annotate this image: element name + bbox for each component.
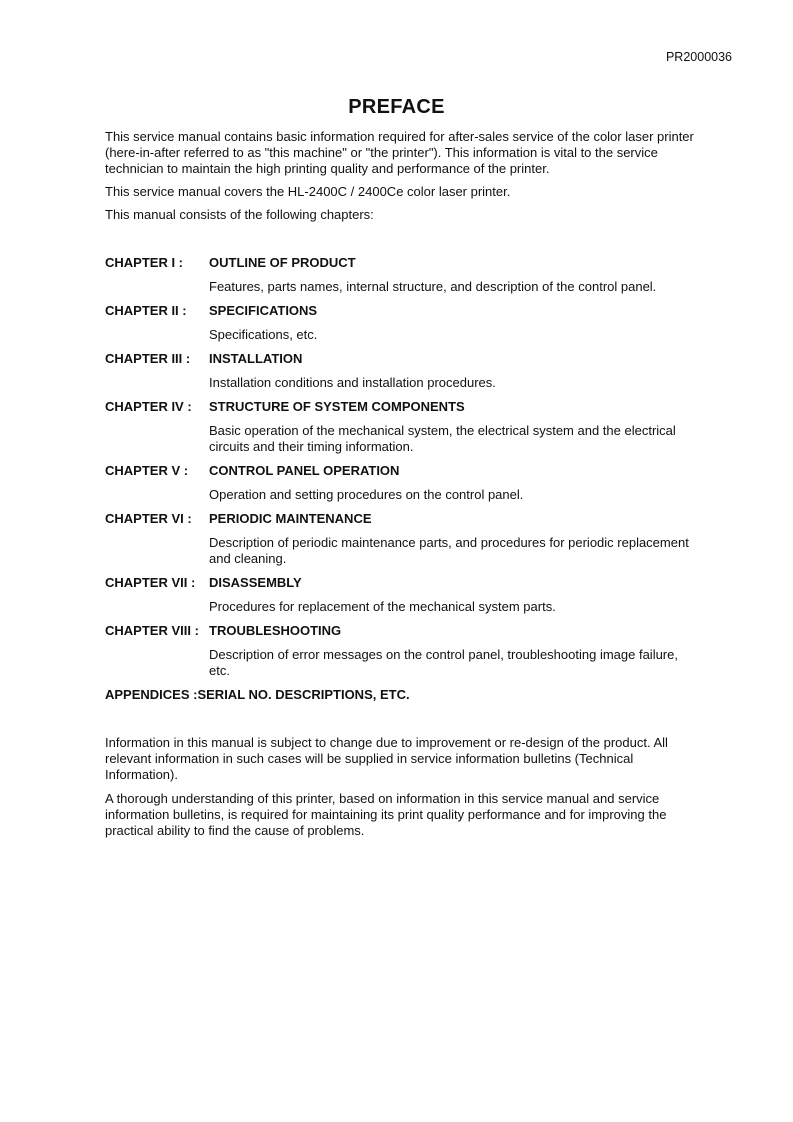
chapter-entry: [105, 623, 695, 679]
chapter-list: [105, 255, 695, 703]
chapter-label: CHAPTER III :: [105, 351, 191, 366]
document-id: PR2000036: [665, 50, 732, 64]
chapter-label: CHAPTER VII :: [105, 575, 196, 590]
chapter-label: CHAPTER VIII :: [105, 623, 199, 638]
chapter-title: CONTROL PANEL OPERATION: [209, 463, 400, 478]
chapter-entry: [105, 399, 695, 455]
chapter-heading: [105, 463, 695, 479]
page-title: PREFACE: [348, 96, 445, 118]
chapter-heading: [105, 351, 695, 367]
document-body: [105, 129, 695, 847]
chapter-heading: [105, 255, 695, 271]
chapter-entry: [105, 511, 695, 567]
chapter-entry: [105, 303, 695, 343]
chapter-description: Specifications, etc.: [209, 327, 318, 342]
chapter-entry: [105, 463, 695, 503]
intro-section: [105, 129, 695, 223]
chapter-label: CHAPTER IV :: [105, 399, 192, 414]
note-paragraph: Information in this manual is subject to change due to improvement or re-design of the product. All relevant information in such cases will be supplied in service information bulletins (Technical Information).: [105, 735, 668, 782]
chapter-title: TROUBLESHOOTING: [209, 623, 342, 638]
chapter-heading: [105, 623, 695, 639]
intro-paragraph: This manual consists of the following chapters:: [105, 207, 374, 222]
chapter-heading: [105, 399, 695, 415]
chapter-title: DISASSEMBLY: [209, 575, 302, 590]
chapter-description: Features, parts names, internal structure, and description of the control panel.: [209, 279, 657, 294]
chapter-title: STRUCTURE OF SYSTEM COMPONENTS: [209, 399, 465, 414]
chapter-heading: [105, 575, 695, 591]
chapter-label: CHAPTER V :: [105, 463, 189, 478]
chapter-title: OUTLINE OF PRODUCT: [209, 255, 356, 270]
appendices-heading: APPENDICES :SERIAL NO. DESCRIPTIONS, ETC.: [105, 687, 410, 702]
chapter-description: Description of error messages on the control panel, troubleshooting image failure, etc.: [209, 647, 678, 678]
note-paragraph: A thorough understanding of this printer, based on information in this service manual and service information bulletins, is required for maintaining its print quality performance and for improving the practical ability to find the cause of problems.: [105, 791, 667, 838]
chapter-title: SPECIFICATIONS: [209, 303, 318, 318]
chapter-description: Basic operation of the mechanical system, the electrical system and the electrical circuits and their timing information.: [209, 423, 676, 454]
chapter-label: CHAPTER I :: [105, 255, 183, 270]
chapter-label: CHAPTER VI :: [105, 511, 192, 526]
chapter-description: Description of periodic maintenance parts, and procedures for periodic replacement and cleaning.: [209, 535, 689, 566]
chapter-label: CHAPTER II :: [105, 303, 187, 318]
chapter-title: INSTALLATION: [209, 351, 303, 366]
chapter-entry: [105, 351, 695, 391]
chapter-description: Operation and setting procedures on the control panel.: [209, 487, 524, 502]
chapter-entry: [105, 255, 695, 295]
intro-paragraph: This service manual covers the HL-2400C / 2400Ce color laser printer.: [105, 184, 511, 199]
chapter-description: Installation conditions and installation procedures.: [209, 375, 496, 390]
chapter-heading: [105, 511, 695, 527]
chapter-heading: [105, 303, 695, 319]
chapter-description: Procedures for replacement of the mechanical system parts.: [209, 599, 556, 614]
notes-section: [105, 735, 695, 839]
chapter-title: PERIODIC MAINTENANCE: [209, 511, 372, 526]
intro-paragraph: This service manual contains basic information required for after-sales service of the color laser printer (here-in-after referred to as "this machine" or "the printer"). This information is vital to the service technician to maintain the high printing quality and performance of the printer.: [105, 129, 694, 176]
chapter-entry: [105, 575, 695, 615]
